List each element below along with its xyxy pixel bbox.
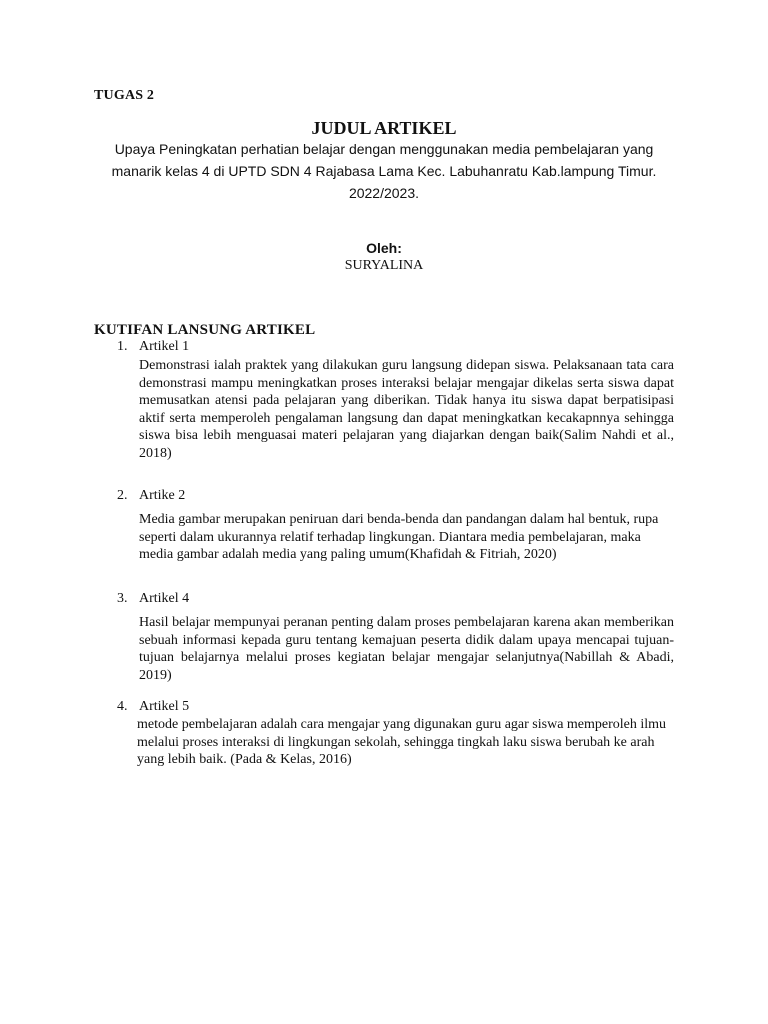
section-heading: KUTIFAN LANSUNG ARTIKEL: [94, 322, 316, 338]
assignment-label: TUGAS 2: [94, 88, 155, 103]
list-item-title: Artikel 1: [139, 339, 190, 354]
list-item-title: Artike 2: [139, 488, 186, 503]
list-item-number: 4.: [117, 699, 128, 714]
author-label: Oleh:: [366, 240, 402, 256]
list-item-number: 3.: [117, 591, 128, 606]
article-subtitle: Upaya Peningkatan perhatian belajar dengan menggunakan media pembelajaran yang manarik kelas 4 di UPTD SDN 4 Rajabasa Lama Kec. Labuhanratu Kab.lampung Timur. 2022/2023.: [111, 141, 657, 201]
list-item-number: 1.: [117, 339, 128, 354]
list-item-title: Artikel 5: [139, 699, 190, 714]
author-name: SURYALINA: [344, 258, 424, 273]
list-item-text: metode pembelajaran adalah cara mengajar yang digunakan guru agar siswa memperoleh ilmu melalui proses interaksi di lingkungan sekolah, sehingga tingkah laku siswa berubah ke arah yang lebih baik. (Pada & Kelas, 2016): [137, 717, 667, 767]
list-item-title: Artikel 4: [139, 591, 190, 606]
list-item-text: Demonstrasi ialah praktek yang dilakukan guru langsung didepan siswa. Pelaksanaan tata cara demonstrasi mampu meningkatkan proses interaksi belajar mengajar dikelas serta siswa dapat memusatkan atensi pada pelajaran yang diberikan. Tidak hanya itu siswa dapat berpatisipasi aktif serta memperoleh pengalaman langsung dan dapat meningkatkan kecakapnnya sehingga siswa bisa lebih menguasai materi pelajaran yang diajarkan dengan baik(Salim Nahdi et al., 2018): [139, 358, 674, 461]
list-item-text: Hasil belajar mempunyai peranan penting dalam proses pembelajaran karena akan memberikan sebuah informasi kepada guru tentang kemajuan peserta didik dalam upaya mencapai tujuan-tujuan belajarnya melalui proses kegiatan belajar mengajar selanjutnya(Nabillah & Abadi, 2019): [139, 615, 674, 683]
article-title-heading: JUDUL ARTIKEL: [311, 118, 457, 138]
list-item-number: 2.: [117, 488, 128, 503]
list-item-text: Media gambar merupakan peniruan dari benda-benda dan pandangan dalam hal bentuk, rupa seperti dalam ukurannya relatif terhadap lingkungan. Diantara media pembelajaran, maka media gambar adalah media yang paling umum(Khafidah & Fitriah, 2020): [139, 512, 659, 562]
